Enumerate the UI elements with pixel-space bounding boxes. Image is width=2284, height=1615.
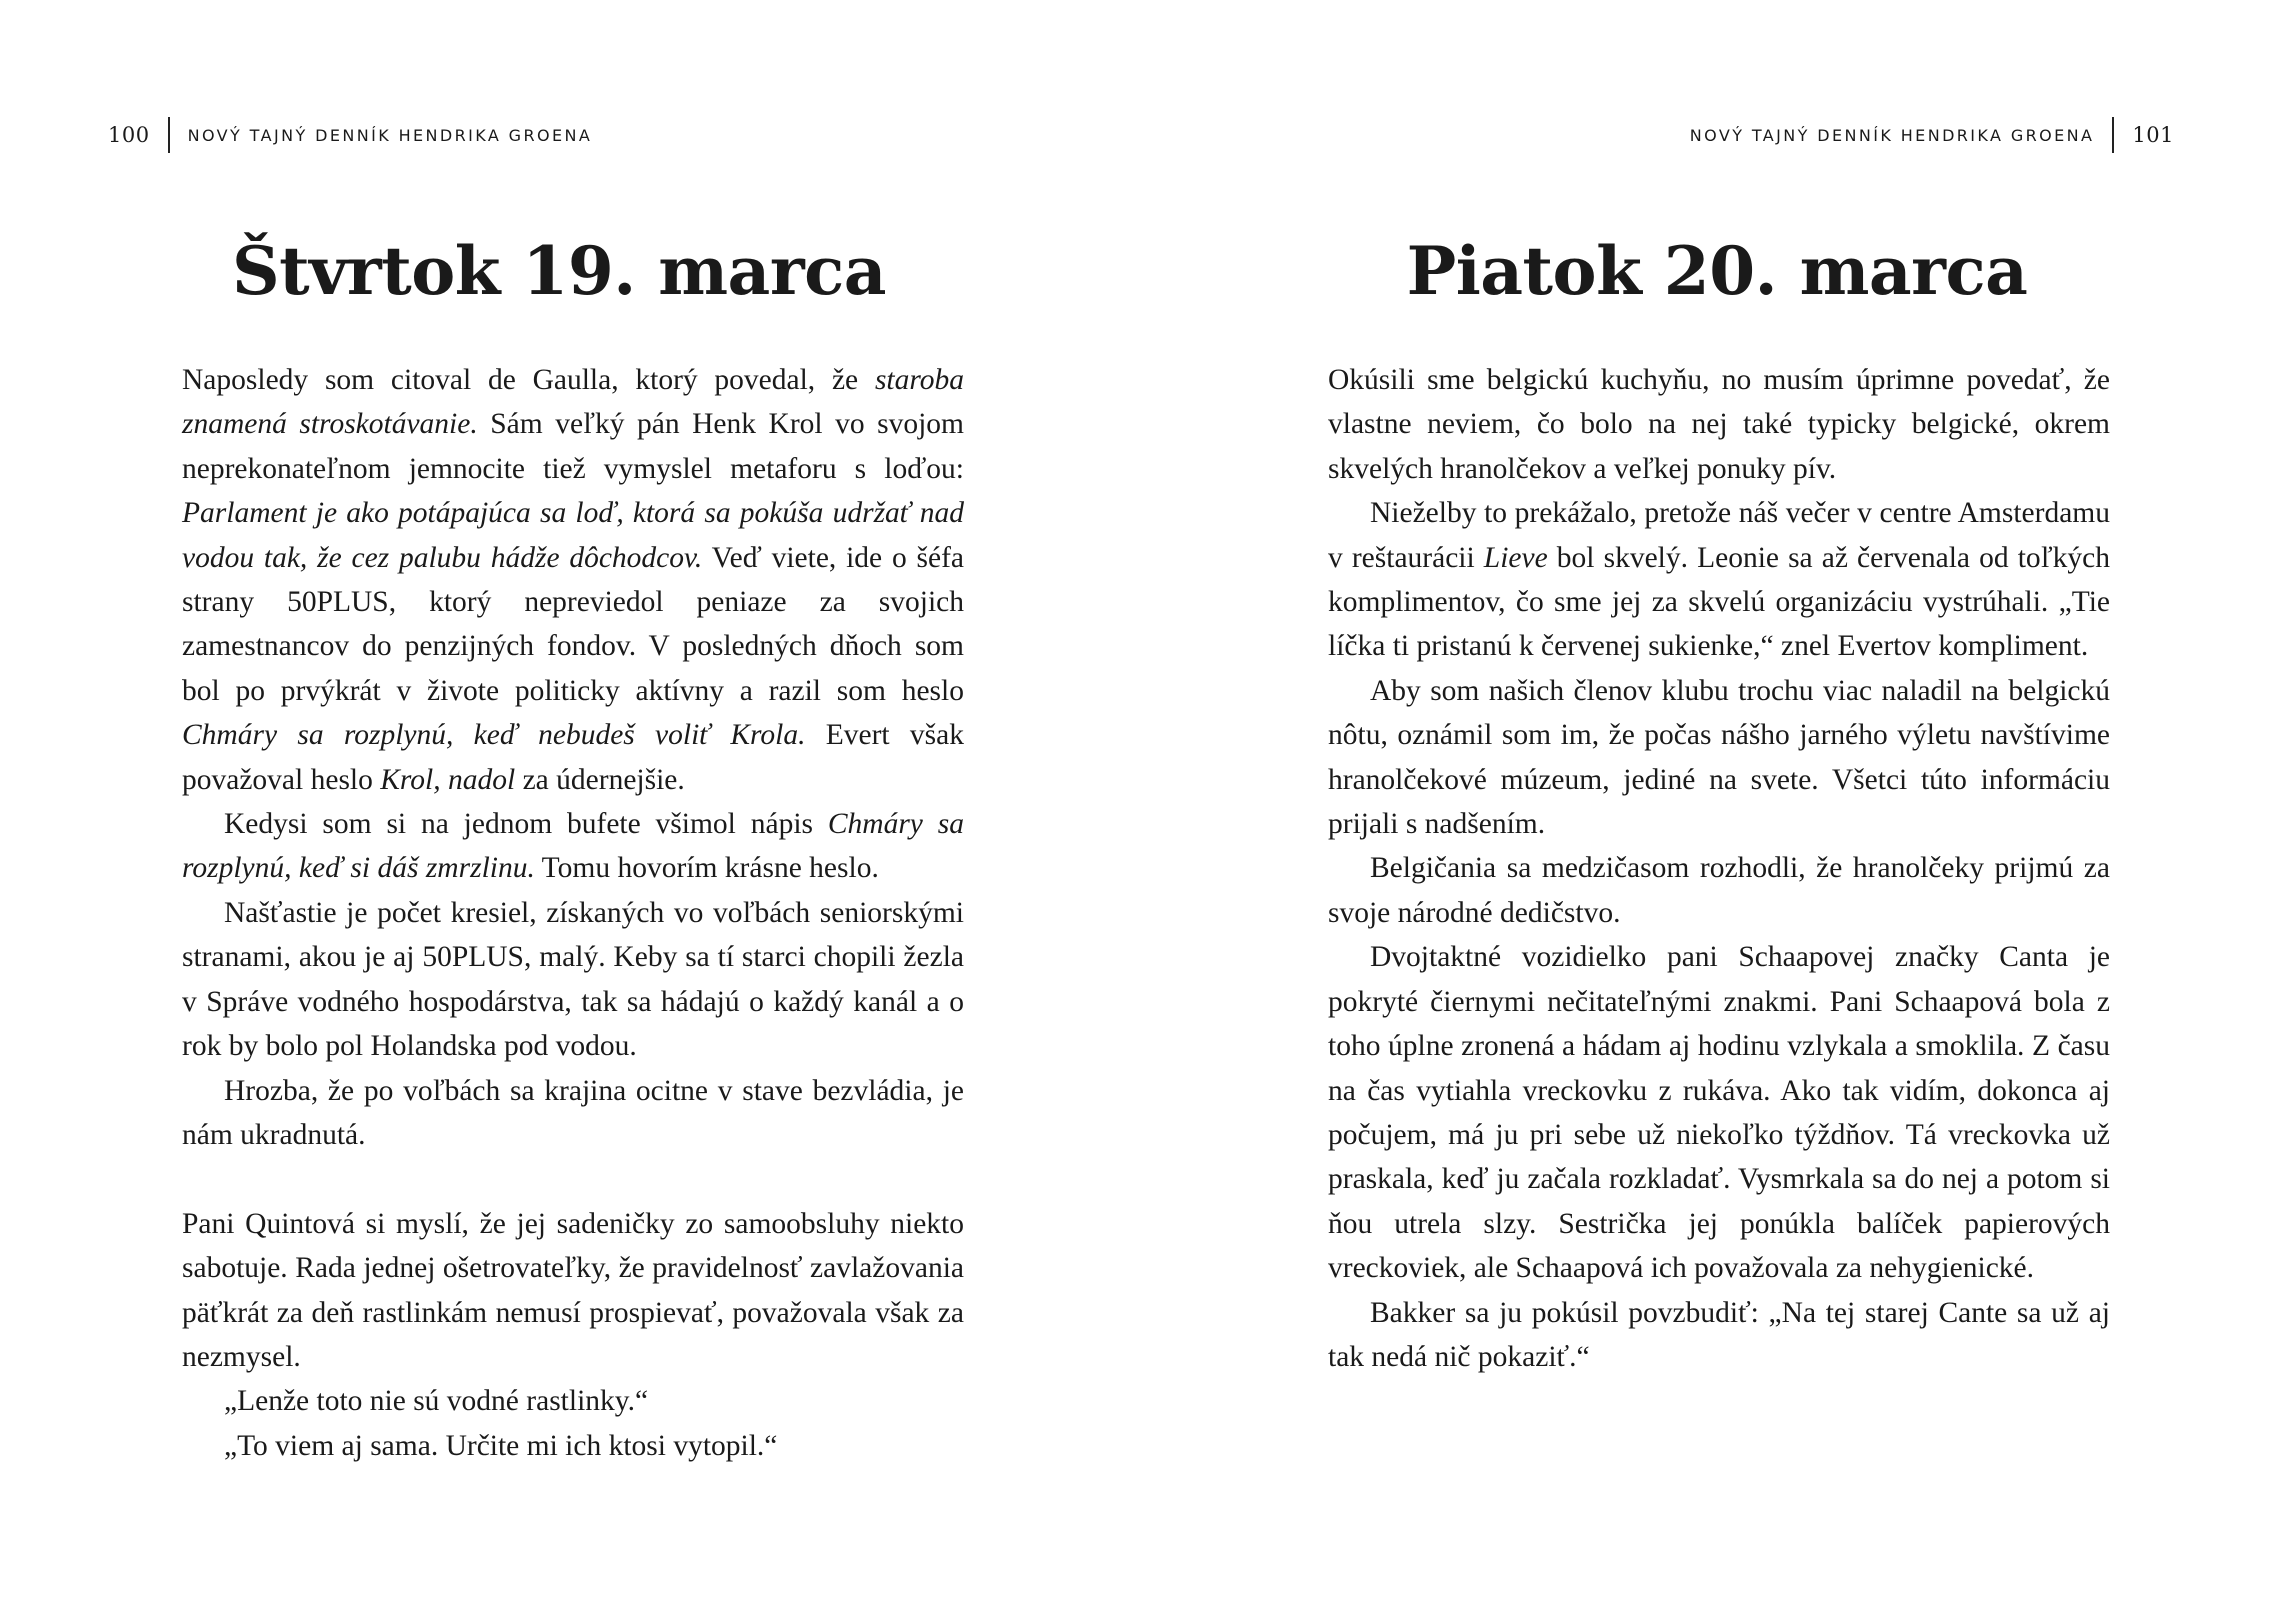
left-head-divider <box>168 117 170 153</box>
text-run: Dvojtaktné vozidielko pani Schaapovej značky Canta je pokryté čiernymi nečitateľnými znakmi. Pani Schaapová bola z toho úplne zronená a hádam aj hodinu vzlykala a smoklila. Z času na čas vytiahla vreckovku z rukáva. Ako tak vidím, dokonca aj počujem, má ju pri sebe už niekoľko týždňov. Tá vreckovka už praskala, keď ju začala rozkladať. Vysmrkala sa do nej a potom si ňou utrela slzy. Sestrička jej ponúkla balíček papierových vreckoviek, ale Schaapová ich považovala za nehygienické. <box>1328 941 2110 1285</box>
paragraph <box>1328 1291 2110 1380</box>
italic-run: Parlament je ako potápajúca sa loď, ktorá sa pokúša udržať nad vodou tak, že cez palubu hádže dôchodcov. <box>182 497 964 574</box>
text-run: za údernejšie. <box>515 763 685 796</box>
text-run: Bakker sa ju pokúsil povzbudiť: „Na tej starej Cante sa už aj tak nedá nič pokaziť.“ <box>1328 1296 2110 1373</box>
text-run: Sám veľký pán Henk Krol vo svojom neprekonateľnom jemnocite tiež vymyslel metaforu s loďou: <box>182 408 964 485</box>
left-body-text <box>182 358 964 1468</box>
paragraph <box>1328 491 2110 669</box>
text-run: Pani Quintová si myslí, že jej sadeničky zo samoobsluhy niekto sabotuje. Rada jednej ošetrovateľky, že pravidelnosť zavlažovania päťkrát za deň rastlinkám nemusí prospievať, považovala však za nezmysel. <box>182 1207 964 1373</box>
text-run: Hrozba, že po voľbách sa krajina ocitne v stave bezvládia, je nám ukradnutá. <box>182 1074 964 1151</box>
text-run: „Lenže toto nie sú vodné rastlinky.“ <box>224 1385 649 1418</box>
text-run: Aby som našich členov klubu trochu viac naladil na belgickú nôtu, oznámil som im, že počas nášho jarného výletu navštívime hranolčekové múzeum, jediné na svete. Všetci túto informáciu prijali s nadšením. <box>1328 674 2110 841</box>
right-body-text <box>1328 358 2110 1379</box>
right-book-title: NOVÝ TAJNÝ DENNÍK HENDRIKA GROENA <box>1689 125 2095 145</box>
italic-run: staroba znamená stroskotávanie. <box>182 364 964 441</box>
paragraph <box>1328 935 2110 1290</box>
text-run: Okúsili sme belgickú kuchyňu, no musím úprimne povedať, že vlastne neviem, čo bolo na nej také typicky belgické, okrem skvelých hranolčekov a veľkej ponuky pív. <box>1328 364 2110 485</box>
text-run: Našťastie je počet kresiel, získaných vo voľbách seniorskými stranami, akou je aj 50PLUS, malý. Keby sa tí starci chopili žezla v Správe vodného hospodárstva, tak sa hádajú o každý kanál a o rok by bolo pol Holandska pod vodou. <box>182 896 964 1063</box>
paragraph <box>1328 669 2110 847</box>
italic-run: Chmáry sa rozplynú, keď nebudeš voliť Krola. <box>182 719 806 752</box>
italic-run: Chmáry sa rozplynú, keď si dáš zmrzlinu. <box>182 808 964 885</box>
right-chapter-title: Piatok 20. marca <box>1406 232 2028 310</box>
text-run: Veď viete, ide o šéfa strany 50PLUS, ktorý nepreviedol peniaze za svojich zamestnancov do penzijných fondov. V posledných dňoch som bol po prvýkrát v živote politicky aktívny a razil som heslo <box>182 541 964 707</box>
italic-run: Lieve <box>1483 541 1548 574</box>
paragraph <box>1328 846 2110 935</box>
paragraph <box>1328 358 2110 491</box>
text-run: „To viem aj sama. Určite mi ich ktosi vytopil.“ <box>224 1429 778 1462</box>
paragraph <box>182 358 964 802</box>
left-page-number: 100 <box>108 123 150 147</box>
left-chapter-title: Štvrtok 19. marca <box>231 232 887 310</box>
dialogue-line <box>182 1379 964 1423</box>
paragraph <box>182 891 964 1069</box>
paragraph <box>182 802 964 891</box>
left-book-title: NOVÝ TAJNÝ DENNÍK HENDRIKA GROENA <box>187 125 593 145</box>
text-run: Nieželby to prekážalo, pretože náš večer v centre Amsterdamu v reštaurácii <box>1328 497 2110 574</box>
right-page <box>1142 0 2284 1615</box>
right-running-head <box>1690 118 2174 152</box>
paragraph <box>182 1069 964 1158</box>
paragraph <box>182 1202 964 1380</box>
text-run: Tomu hovorím krásne heslo. <box>534 852 879 885</box>
text-run: Naposledy som citoval de Gaulla, ktorý povedal, že <box>182 364 875 396</box>
text-run: Belgičania sa medzičasom rozhodli, že hranolčeky prijmú za svoje národné dedičstvo. <box>1328 852 2110 929</box>
right-page-number: 101 <box>2132 123 2174 147</box>
text-run: bol skvelý. Leonie sa až červenala od toľkých komplimentov, čo sme jej za skvelú organizáciu vystrúhali. „Tie líčka ti pristanú k červenej sukienke,“ znel Evertov kompliment. <box>1328 541 2111 663</box>
left-running-head <box>108 118 592 152</box>
text-run: Evert však považoval heslo <box>182 719 964 796</box>
text-run: Kedysi som si na jednom bufete všimol nápis <box>224 808 828 841</box>
italic-run: Krol, nadol <box>380 763 516 796</box>
right-head-divider <box>2112 117 2114 153</box>
dialogue-line <box>182 1424 964 1468</box>
